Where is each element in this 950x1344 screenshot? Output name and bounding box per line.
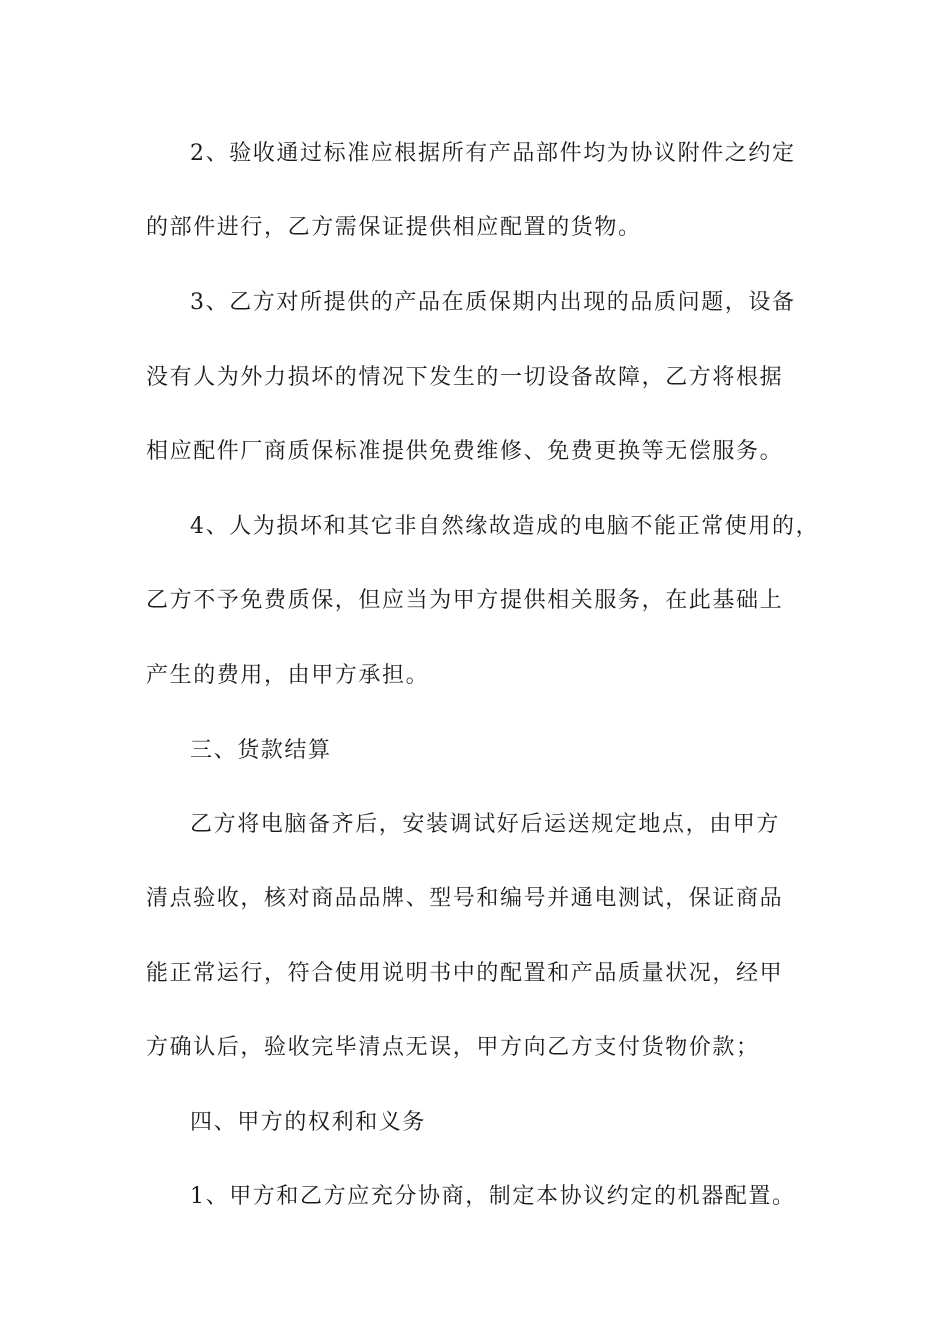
paragraph-line: 没有人为外力损坏的情况下发生的一切设备故障，乙方将根据	[146, 365, 784, 390]
paragraph-line: 清点验收，核对商品品牌、型号和编号并通电测试，保证商品	[146, 886, 784, 911]
paragraph-line: 乙方将电脑备齐后，安装调试好后运送规定地点，由甲方	[190, 812, 781, 837]
paragraph-line: 乙方不予免费质保，但应当为甲方提供相关服务，在此基础上	[146, 588, 784, 613]
paragraph-line: 1、甲方和乙方应充分协商，制定本协议约定的机器配置。	[190, 1184, 796, 1209]
section-heading: 三、货款结算	[190, 738, 332, 763]
paragraph-line: 2、验收通过标准应根据所有产品部件均为协议附件之约定	[190, 141, 796, 166]
paragraph-line: 能正常运行，符合使用说明书中的配置和产品质量状况，经甲	[146, 961, 784, 986]
paragraph-line: 3、乙方对所提供的产品在质保期内出现的品质问题，设备	[190, 290, 796, 315]
section-heading: 四、甲方的权利和义务	[190, 1110, 427, 1135]
paragraph-line: 方确认后，验收完毕清点无误，甲方向乙方支付货物价款；	[146, 1035, 760, 1060]
paragraph-line: 产生的费用，由甲方承担。	[146, 663, 430, 688]
paragraph-line: 相应配件厂商质保标准提供免费维修、免费更换等无偿服务。	[146, 439, 784, 464]
paragraph-line: 的部件进行，乙方需保证提供相应配置的货物。	[146, 215, 642, 240]
paragraph-line: 4、人为损坏和其它非自然缘故造成的电脑不能正常使用的，	[190, 514, 820, 539]
